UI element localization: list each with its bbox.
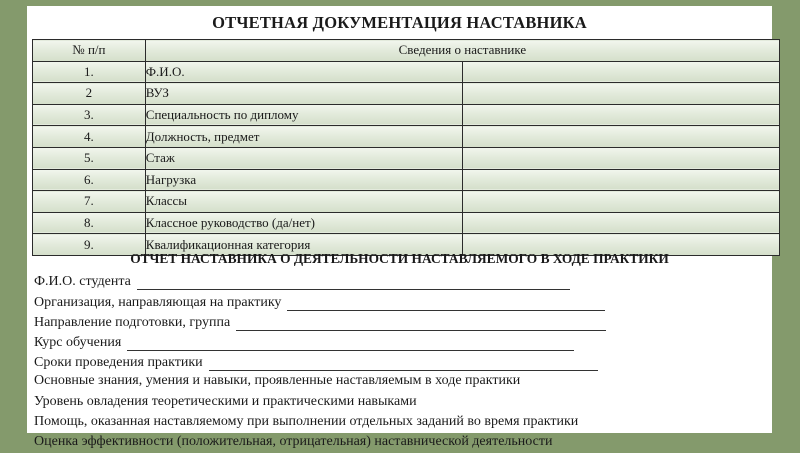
form-field-blank-line[interactable] [127, 337, 574, 351]
table-row [33, 169, 780, 191]
row-number-cell: 7. [33, 191, 146, 213]
report-statement-line: Оценка эффективности (положительная, отрицательная) наставнической деятельности [34, 434, 553, 450]
row-value-cell[interactable] [462, 104, 779, 126]
row-number-cell: 4. [33, 126, 146, 148]
form-field-row [34, 351, 764, 371]
report-statement-line: Уровень овладения теоретическими и практическими навыками [34, 393, 417, 409]
form-field-label: Направление подготовки, группа [34, 314, 231, 330]
form-field-blank-line[interactable] [137, 276, 570, 290]
form-field-label: Организация, направляющая на практику [34, 294, 282, 310]
row-value-cell[interactable] [462, 147, 779, 169]
row-label-cell: Классы [145, 191, 462, 213]
form-field-row [34, 290, 764, 310]
report-section-title: ОТЧЕТ НАСТАВНИКА О ДЕЯТЕЛЬНОСТИ НАСТАВЛЯЕМОГО В ХОДЕ ПРАКТИКИ [130, 251, 669, 266]
row-number-cell: 8. [33, 212, 146, 234]
row-label-cell: Квалификационная категория [145, 234, 462, 256]
report-statement-line: Основные знания, умения и навыки, проявленные наставляемым в ходе практики [34, 373, 521, 389]
form-field-row [34, 331, 764, 351]
column-header-number: № п/п [33, 40, 146, 62]
row-value-cell[interactable] [462, 83, 779, 105]
row-number-cell: 9. [33, 234, 146, 256]
form-field-blank-line[interactable] [236, 317, 606, 331]
row-value-cell[interactable] [462, 169, 779, 191]
row-number-cell: 1. [33, 61, 146, 83]
table-head [33, 40, 780, 62]
form-field-blank-line[interactable] [209, 357, 598, 371]
table-body [33, 61, 780, 255]
row-value-cell[interactable] [462, 126, 779, 148]
row-value-cell[interactable] [462, 212, 779, 234]
table-row [33, 83, 780, 105]
row-label-cell: ВУЗ [145, 83, 462, 105]
form-field-row [34, 311, 764, 331]
row-value-cell[interactable] [462, 191, 779, 213]
form-field-label: Сроки проведения практики [34, 355, 203, 371]
table-row [33, 126, 780, 148]
report-statement-line: Помощь, оказанная наставляемому при выполнении отдельных заданий во время практики [34, 414, 579, 430]
row-label-cell: Ф.И.О. [145, 61, 462, 83]
form-field-label: Курс обучения [34, 335, 122, 351]
report-form-fields [34, 270, 764, 453]
form-field-row [34, 270, 764, 290]
table-row [33, 104, 780, 126]
row-number-cell: 2 [33, 83, 146, 105]
form-field-label: Ф.И.О. студента [34, 274, 131, 290]
table-row [33, 147, 780, 169]
row-value-cell[interactable] [462, 61, 779, 83]
form-field-blank-line[interactable] [287, 297, 605, 311]
table-row [33, 212, 780, 234]
row-label-cell: Специальность по диплому [145, 104, 462, 126]
row-number-cell: 3. [33, 104, 146, 126]
table-header-row [33, 40, 780, 62]
table-row [33, 191, 780, 213]
row-label-cell: Нагрузка [145, 169, 462, 191]
mentor-info-table [32, 39, 780, 256]
row-number-cell: 6. [33, 169, 146, 191]
document-page [27, 6, 772, 450]
table-row [33, 61, 780, 83]
page-title: ОТЧЕТНАЯ ДОКУМЕНТАЦИЯ НАСТАВНИКА [212, 13, 587, 32]
row-label-cell: Классное руководство (да/нет) [145, 212, 462, 234]
row-number-cell: 5. [33, 147, 146, 169]
row-label-cell: Должность, предмет [145, 126, 462, 148]
row-label-cell: Стаж [145, 147, 462, 169]
column-header-info: Сведения о наставнике [145, 40, 779, 62]
